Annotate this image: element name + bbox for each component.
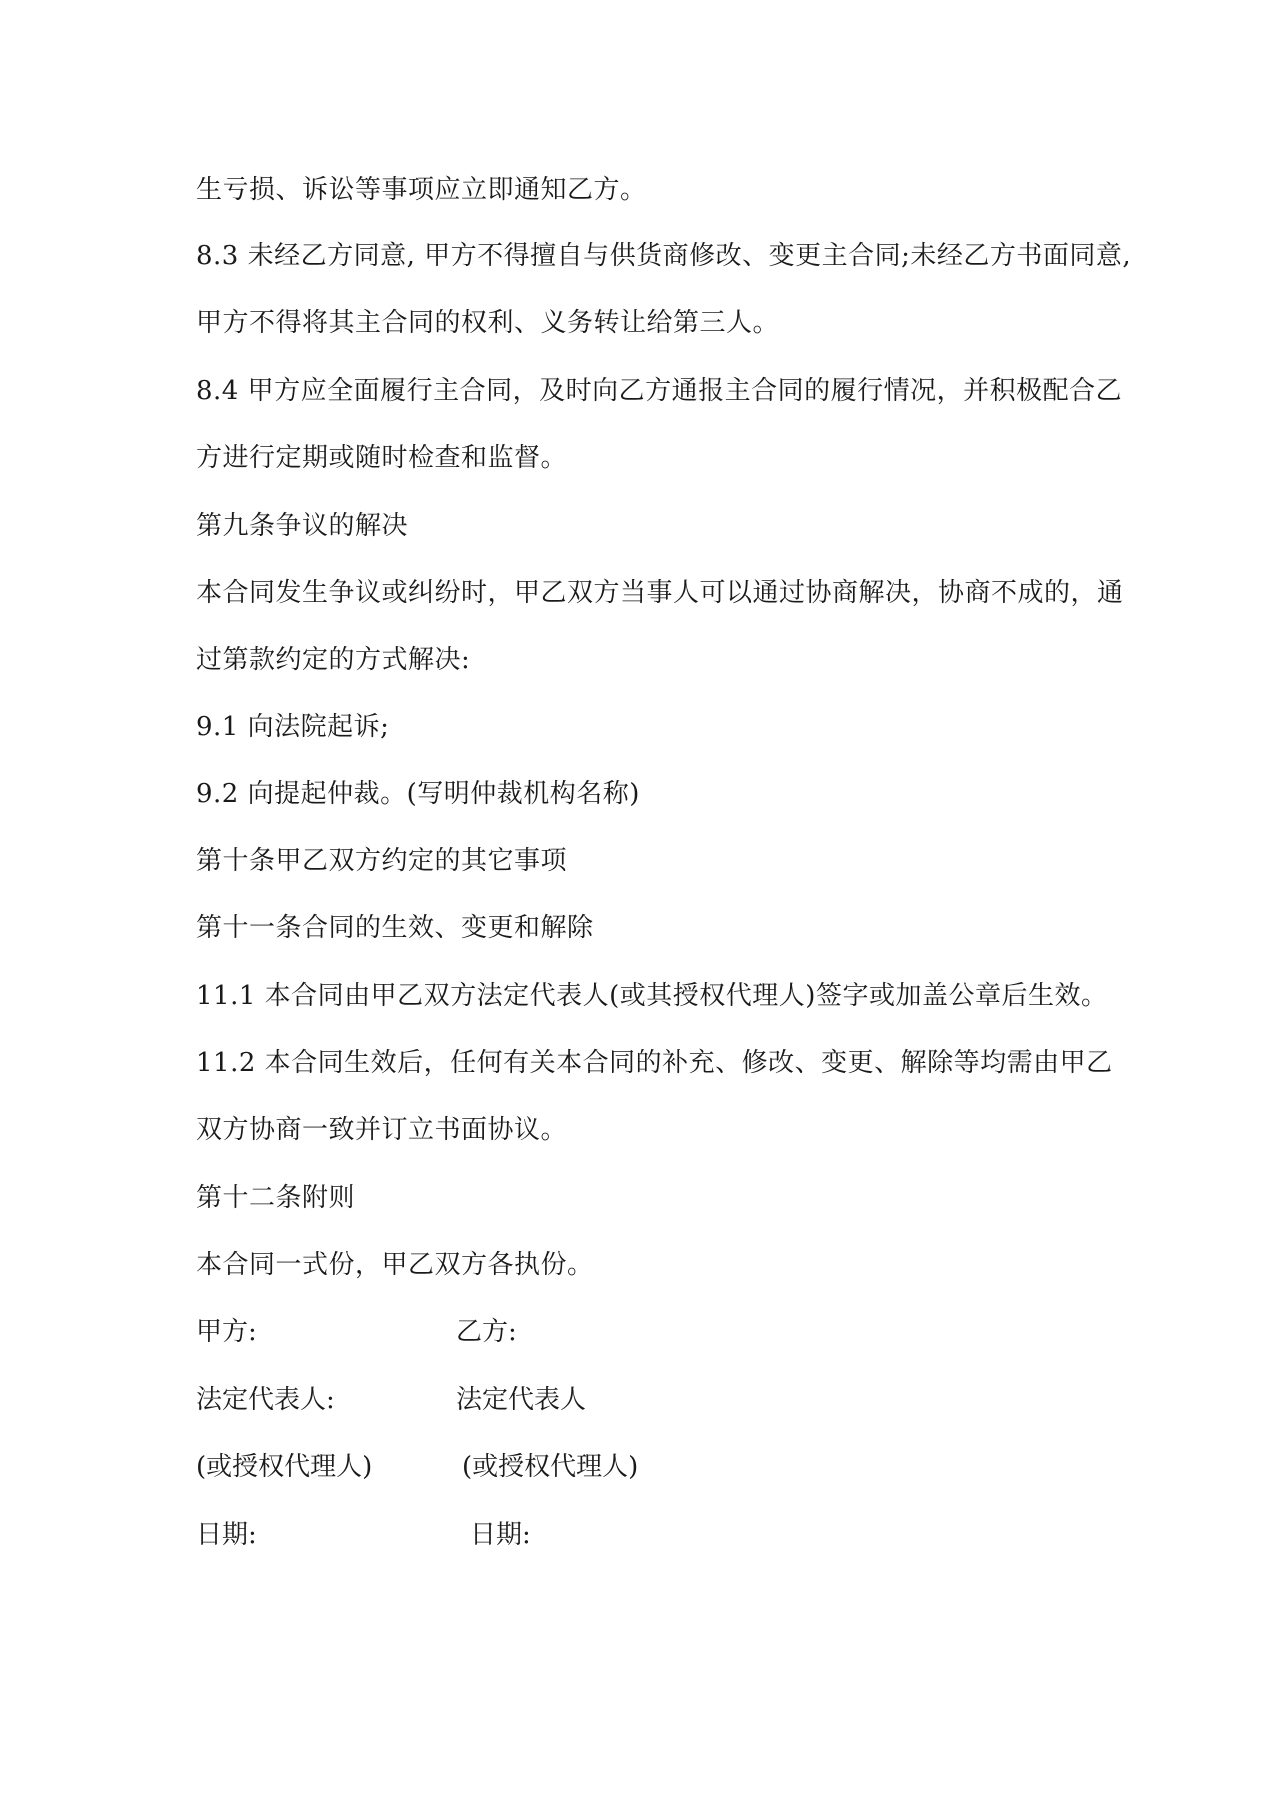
article-9-text-line-2: 过第款约定的方式解决: [196, 645, 471, 675]
clause-8-3-line-2: 甲方不得将其主合同的权利、义务转让给第三人。 [196, 308, 780, 338]
article-12-text: 本合同一式份，甲乙双方各执份。 [196, 1250, 594, 1280]
clause-11-2-line-2: 双方协商一致并订立书面协议。 [196, 1115, 568, 1145]
date-b-label: 日期: [470, 1520, 531, 1550]
party-a-label: 甲方: [196, 1317, 257, 1347]
rep-a-label: 法定代表人: [196, 1385, 335, 1415]
article-9-heading: 第九条争议的解决 [196, 511, 409, 541]
party-b-label: 乙方: [456, 1317, 517, 1347]
clause-9-1: 9.1 向法院起诉; [196, 712, 390, 742]
date-a-label: 日期: [196, 1520, 257, 1550]
clause-11-2-line-1: 11.2 本合同生效后，任何有关本合同的补充、修改、变更、解除等均需由甲乙 [196, 1048, 1113, 1078]
clause-8-4-line-2: 方进行定期或随时检查和监督。 [196, 443, 568, 473]
clause-9-2: 9.2 向提起仲裁。(写明仲裁机构名称) [196, 779, 640, 809]
article-10-heading: 第十条甲乙双方约定的其它事项 [196, 846, 568, 876]
clause-8-3-line-1: 8.3 未经乙方同意, 甲方不得擅自与供货商修改、变更主合同;未经乙方书面同意, [196, 241, 1132, 271]
agent-a-label: (或授权代理人) [196, 1452, 373, 1482]
agent-b-label: (或授权代理人) [462, 1452, 639, 1482]
text-line-1: 生亏损、诉讼等事项应立即通知乙方。 [196, 175, 647, 205]
article-12-heading: 第十二条附则 [196, 1183, 356, 1213]
article-9-text-line-1: 本合同发生争议或纠纷时，甲乙双方当事人可以通过协商解决，协商不成的，通 [196, 578, 1124, 608]
clause-11-1: 11.1 本合同由甲乙双方法定代表人(或其授权代理人)签字或加盖公章后生效。 [196, 981, 1108, 1011]
clause-8-4-line-1: 8.4 甲方应全面履行主合同，及时向乙方通报主合同的履行情况，并积极配合乙 [196, 376, 1123, 406]
rep-b-label: 法定代表人 [456, 1385, 587, 1415]
article-11-heading: 第十一条合同的生效、变更和解除 [196, 913, 594, 943]
